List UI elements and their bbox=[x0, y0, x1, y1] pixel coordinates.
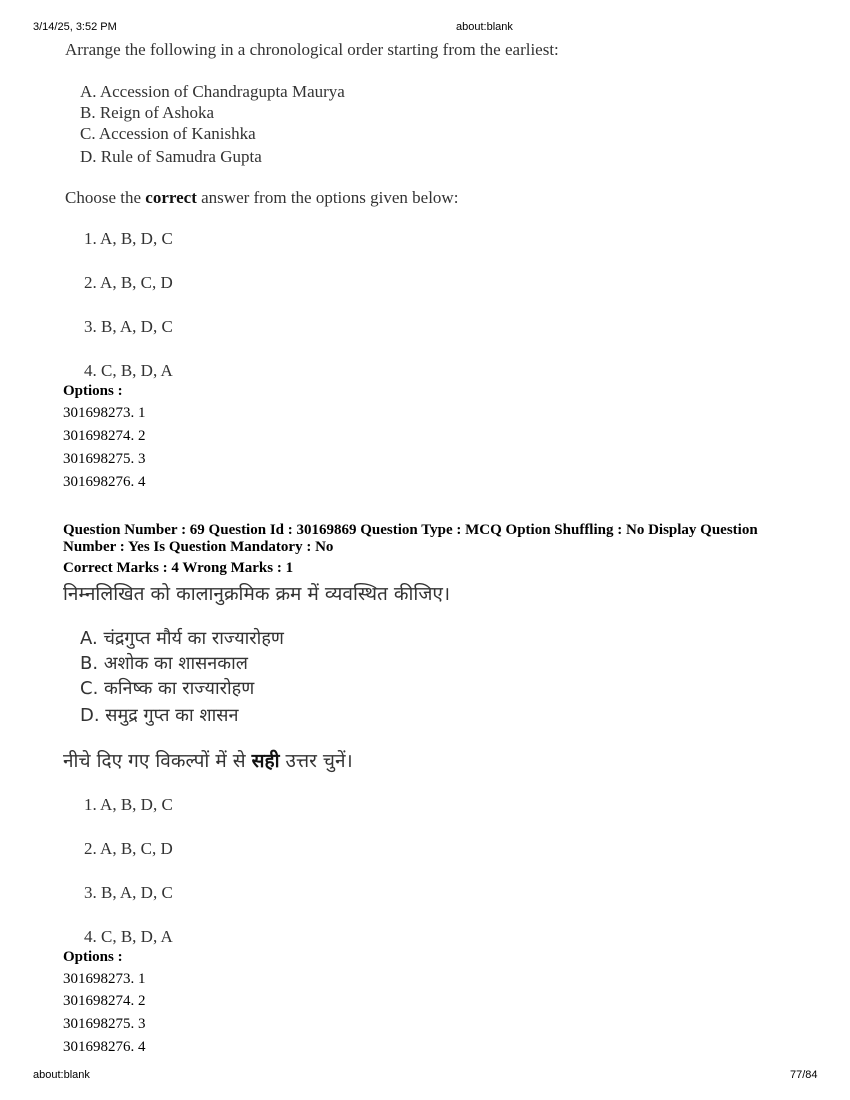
choose-text-end: answer from the options given below: bbox=[196, 188, 459, 207]
q1-option-id-3: 301698275. 3 bbox=[63, 451, 146, 467]
q1-item-c: C. Accession of Kanishka bbox=[80, 124, 256, 143]
q1-options-label: Options : bbox=[63, 383, 123, 399]
q2-answer-4: 4. C, B, D, A bbox=[84, 927, 173, 946]
print-title: about:blank bbox=[456, 21, 513, 33]
q2-item-d: D. समुद्र गुप्त का शासन bbox=[80, 705, 239, 726]
choose-bold: सही bbox=[251, 750, 280, 772]
choose-text: नीचे दिए गए विकल्पों में से bbox=[63, 750, 252, 772]
print-footer-url: about:blank bbox=[33, 1069, 90, 1081]
q2-item-a: A. चंद्रगुप्त मौर्य का राज्यारोहण bbox=[80, 628, 284, 649]
q1-item-a: A. Accession of Chandragupta Maurya bbox=[80, 82, 345, 101]
q2-options-label: Options : bbox=[63, 949, 123, 965]
q2-option-id-3: 301698275. 3 bbox=[63, 1016, 146, 1032]
q2-meta-line3: Correct Marks : 4 Wrong Marks : 1 bbox=[63, 560, 294, 576]
q1-item-b: B. Reign of Ashoka bbox=[80, 103, 215, 122]
q2-item-b: B. अशोक का शासनकाल bbox=[80, 653, 248, 674]
choose-text: Choose the bbox=[65, 188, 146, 207]
q2-meta-line2: Number : Yes Is Question Mandatory : No bbox=[63, 539, 334, 555]
q2-answer-1: 1. A, B, D, C bbox=[84, 795, 173, 814]
q1-answer-3: 3. B, A, D, C bbox=[84, 317, 173, 336]
q2-option-id-1: 301698273. 1 bbox=[63, 971, 146, 987]
q2-answer-3: 3. B, A, D, C bbox=[84, 883, 173, 902]
q1-choose-instruction bbox=[65, 189, 458, 206]
q1-answer-4: 4. C, B, D, A bbox=[84, 361, 173, 380]
q1-answer-1: 1. A, B, D, C bbox=[84, 229, 173, 248]
q2-prompt: निम्नलिखित को कालानुक्रमिक क्रम में व्यवस्थित कीजिए। bbox=[63, 583, 451, 605]
q2-answer-2: 2. A, B, C, D bbox=[84, 839, 173, 858]
print-datetime: 3/14/25, 3:52 PM bbox=[33, 21, 117, 33]
q2-item-c: C. कनिष्क का राज्यारोहण bbox=[80, 678, 255, 699]
choose-text-end: उत्तर चुनें। bbox=[279, 750, 353, 772]
q2-option-id-4: 301698276. 4 bbox=[63, 1039, 146, 1055]
q2-option-id-2: 301698274. 2 bbox=[63, 993, 146, 1009]
q2-choose-instruction bbox=[63, 752, 353, 771]
q1-option-id-1: 301698273. 1 bbox=[63, 405, 146, 421]
q1-option-id-4: 301698276. 4 bbox=[63, 474, 146, 490]
page-number: 77/84 bbox=[790, 1069, 818, 1081]
q2-meta-line1: Question Number : 69 Question Id : 30169869 Question Type : MCQ Option Shuffling : No Display Question bbox=[63, 522, 758, 538]
q1-answer-2: 2. A, B, C, D bbox=[84, 273, 173, 292]
q1-option-id-2: 301698274. 2 bbox=[63, 428, 146, 444]
q1-item-d: D. Rule of Samudra Gupta bbox=[80, 147, 262, 166]
choose-bold: correct bbox=[145, 188, 197, 207]
q1-prompt: Arrange the following in a chronological order starting from the earliest: bbox=[65, 40, 559, 59]
